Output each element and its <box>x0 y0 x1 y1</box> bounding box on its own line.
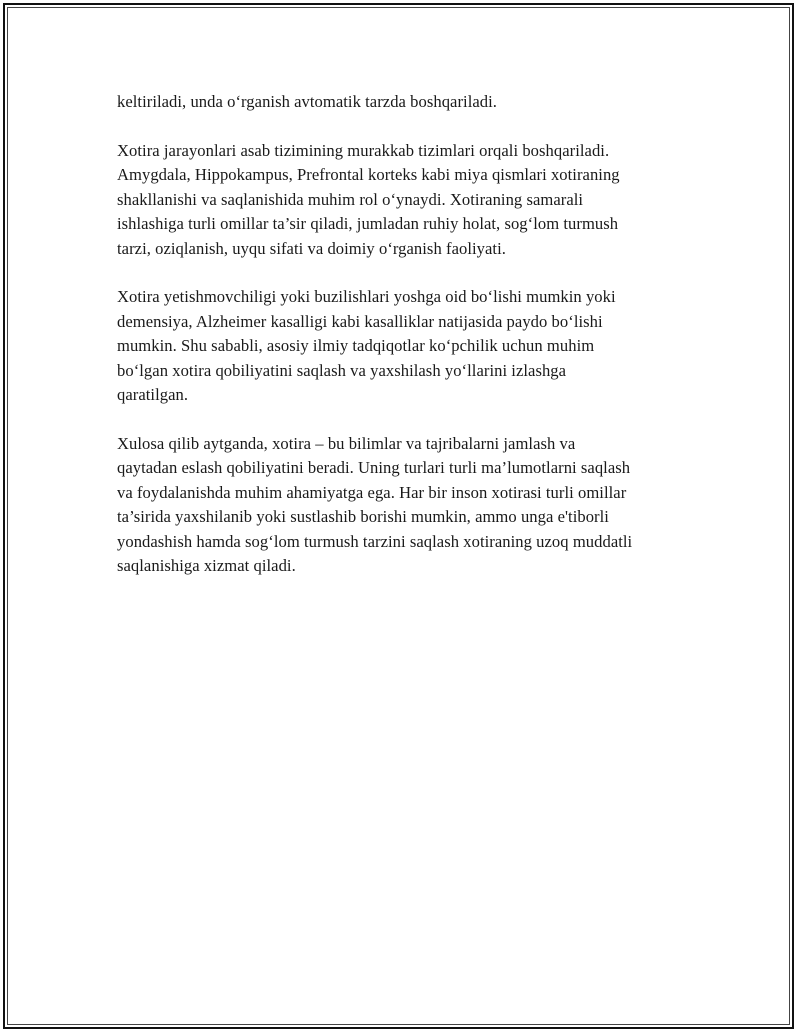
text-line: qaratilgan. <box>117 385 189 404</box>
text-line: Amygdala, Hippokampus, Prefrontal korteks kabi miya qismlari xotiraning <box>117 165 620 184</box>
text-line: bo‘lgan xotira qobiliyatini saqlash va yaxshilash yo‘llarini izlashga <box>117 360 567 380</box>
text-line: Xotira jarayonlari asab tizimining murakkab tizimlari orqali boshqariladi. <box>117 140 610 160</box>
paragraph-intro-continuation <box>117 90 697 115</box>
text-line: yondashish hamda sog‘lom turmush tarzini saqlash xotiraning uzoq muddatli <box>117 531 633 551</box>
text-line: ta’sirida yaxshilanib yoki sustlashib borishi mumkin, ammo unga e'tiborli <box>117 507 609 526</box>
paragraph-memory-processes <box>117 139 697 262</box>
paragraph-memory-disorders <box>117 285 697 408</box>
text-line: va foydalanishda muhim ahamiyatga ega. Har bir inson xotirasi turli omillar <box>117 482 627 502</box>
text-line: qaytadan eslash qobiliyatini beradi. Uning turlari turli ma’lumotlarni saqlash <box>117 458 631 477</box>
text-line: shakllanishi va saqlanishida muhim rol o‘ynaydi. Xotiraning samarali <box>117 189 584 209</box>
text-line: ishlashiga turli omillar ta’sir qiladi, jumladan ruhiy holat, sog‘lom turmush <box>117 214 619 233</box>
text-line: mumkin. Shu sababli, asosiy ilmiy tadqiqotlar ko‘pchilik uchun muhim <box>117 336 595 355</box>
text-line: keltiriladi, unda o‘rganish avtomatik tarzda boshqariladi. <box>117 92 497 111</box>
paragraph-conclusion <box>117 432 697 579</box>
text-line: tarzi, oziqlanish, uyqu sifati va doimiy o‘rganish faoliyati. <box>117 238 506 258</box>
text-line: Xulosa qilib aytganda, xotira – bu bilimlar va tajribalarni jamlash va <box>117 433 576 453</box>
document-body <box>117 90 697 603</box>
text-line: saqlanishiga xizmat qiladi. <box>117 556 296 575</box>
text-line: Xotira yetishmovchiligi yoki buzilishlari yoshga oid bo‘lishi mumkin yoki <box>117 287 616 306</box>
text-line: demensiya, Alzheimer kasalligi kabi kasalliklar natijasida paydo bo‘lishi <box>117 311 603 331</box>
